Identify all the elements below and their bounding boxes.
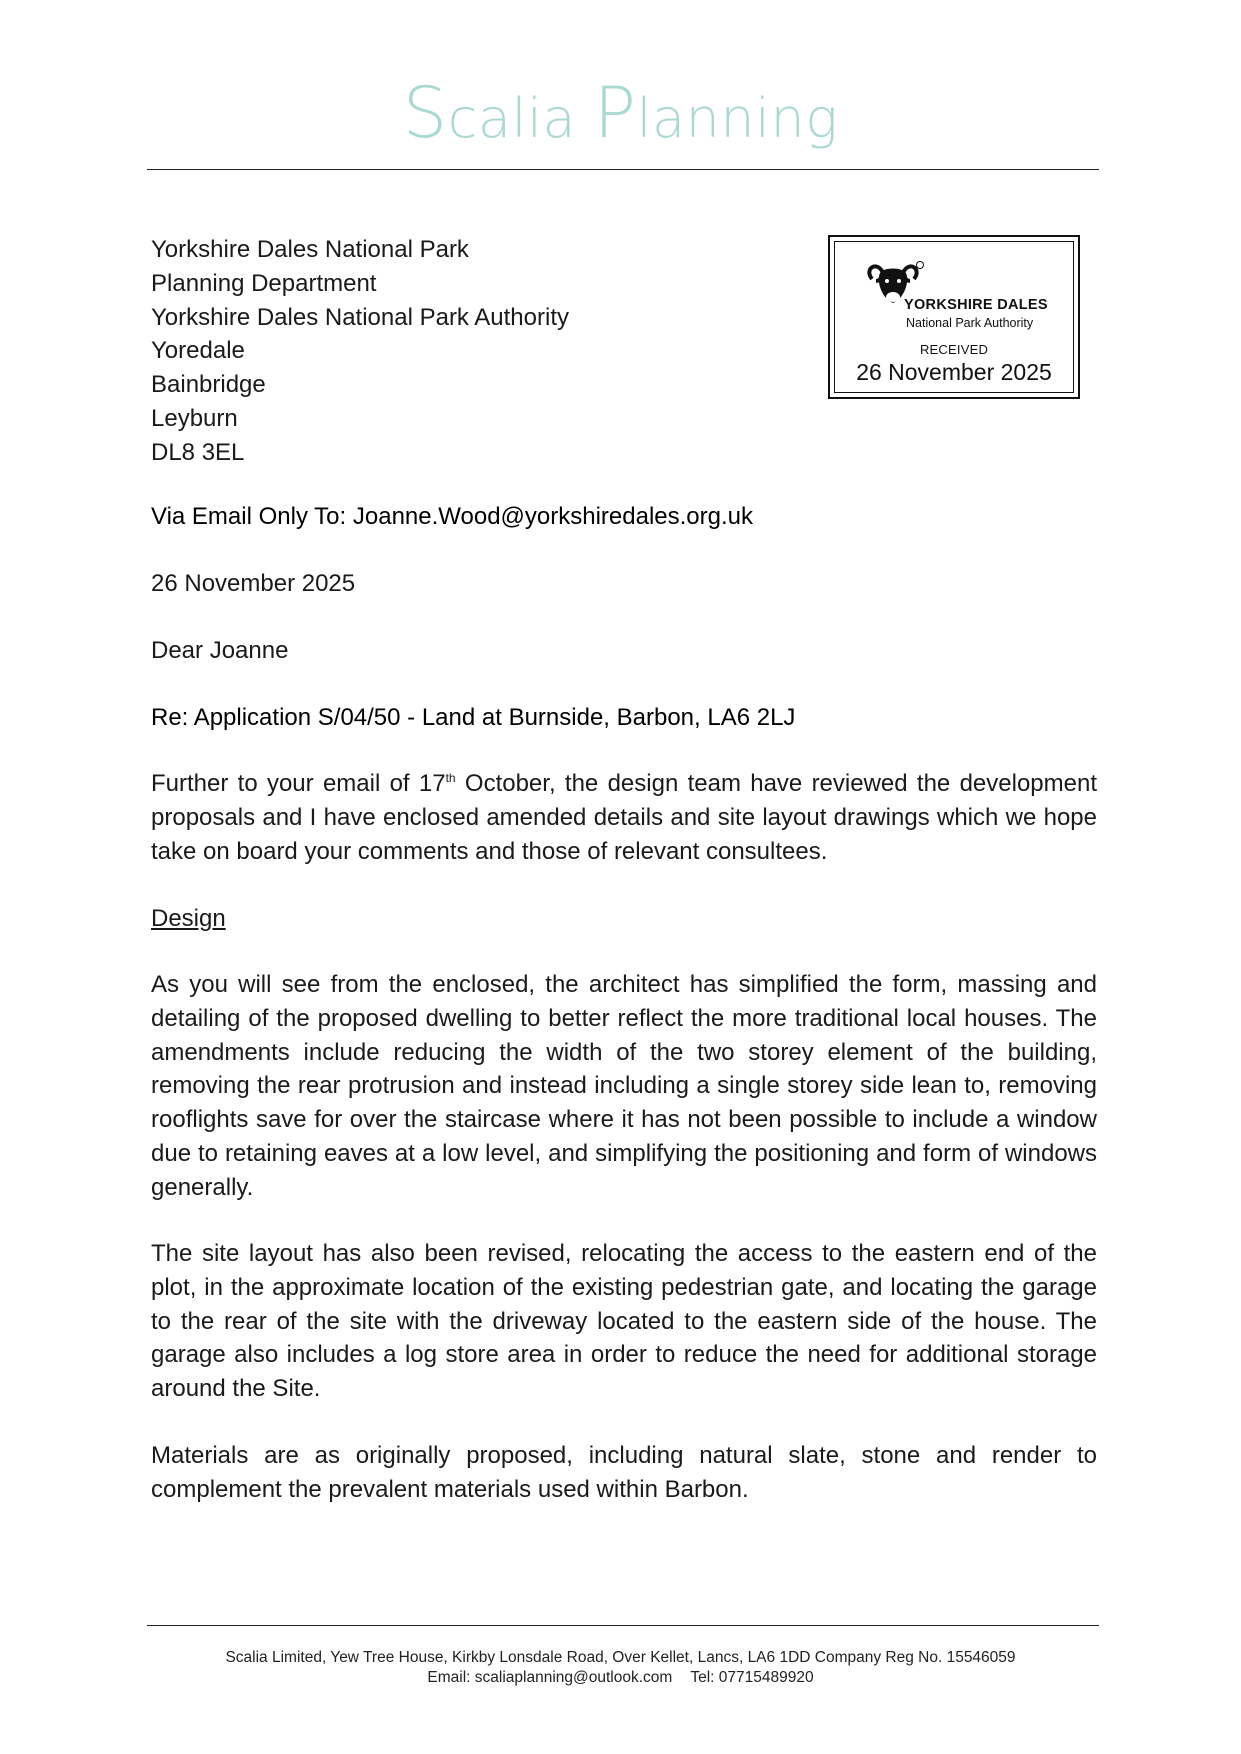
design-paragraph-1: As you will see from the enclosed, the architect has simplified the form, massing and detailing of the proposed dwelling to better reflect the more traditional local houses. The amendments include reducing the width of the two storey element of the building, removing the rear protrusion and instead including a single storey side lean to, removing rooflights save for over the staircase where it has not been possible to include a window due to retaining eaves at a low level, and simplifying the positioning and form of windows generally.: [151, 971, 1097, 1201]
design-heading: Design: [151, 905, 226, 932]
logo-initial-s: S: [402, 72, 448, 154]
address-line: Yoredale: [151, 337, 245, 365]
recipient-address: [151, 233, 569, 470]
address-line: Planning Department: [151, 269, 377, 297]
address-line: Yorkshire Dales National Park Authority: [151, 303, 569, 331]
intro-superscript: th: [445, 771, 456, 785]
footer-divider: [147, 1625, 1099, 1626]
stamp-organisation: YORKSHIRE DALES: [904, 297, 1048, 313]
intro-paragraph: [151, 767, 1097, 868]
footer-company-line: Scalia Limited, Yew Tree House, Kirkby Lonsdale Road, Over Kellet, Lancs, LA6 1DD Company Reg No. 15546059: [225, 1649, 1016, 1666]
stamp-received-label: RECEIVED: [919, 342, 989, 357]
footer-email: Email: scaliaplanning@outlook.com: [427, 1669, 673, 1686]
stamp-date: 26 November 2025: [856, 359, 1052, 385]
logo-word-lanning: lanning: [636, 87, 839, 150]
logo-initial-p: P: [593, 72, 637, 154]
footer-contact-line: [0, 1668, 1241, 1688]
footer-tel: Tel: 07715489920: [690, 1669, 814, 1686]
stamp-subtitle: National Park Authority: [906, 316, 1034, 330]
address-line: DL8 3EL: [151, 438, 245, 466]
letter-date: 26 November 2025: [151, 570, 356, 597]
address-line: Bainbridge: [151, 371, 266, 399]
salutation: Dear Joanne: [151, 637, 289, 664]
header-divider: [147, 169, 1099, 170]
intro-text-rest: October, the design team have reviewed the development proposals and I have enclosed amended details and site layout drawings which we hope take on board your comments and those of relevant consultees.: [151, 770, 1097, 865]
via-email-line: Via Email Only To: Joanne.Wood@yorkshiredales.org.uk: [151, 503, 754, 530]
received-stamp: [828, 235, 1080, 399]
intro-text-start: Further to your email of 17: [151, 770, 446, 797]
design-paragraph-2: The site layout has also been revised, relocating the access to the eastern end of the plot, in the approximate location of the existing pedestrian gate, and locating the garage to the rear of the site with the driveway located to the eastern side of the house. The garage also includes a log store area in order to reduce the need for additional storage around the Site.: [151, 1240, 1097, 1403]
subject-line: Re: Application S/04/50 - Land at Burnside, Barbon, LA6 2LJ: [151, 704, 796, 731]
address-line: Yorkshire Dales National Park: [151, 236, 469, 263]
design-paragraph-3: Materials are as originally proposed, including natural slate, stone and render to complement the prevalent materials used within Barbon.: [151, 1442, 1097, 1503]
address-line: Leyburn: [151, 404, 238, 432]
company-logo: [0, 72, 1241, 154]
logo-word-calia: calia: [447, 87, 577, 150]
footer: [0, 1648, 1241, 1688]
